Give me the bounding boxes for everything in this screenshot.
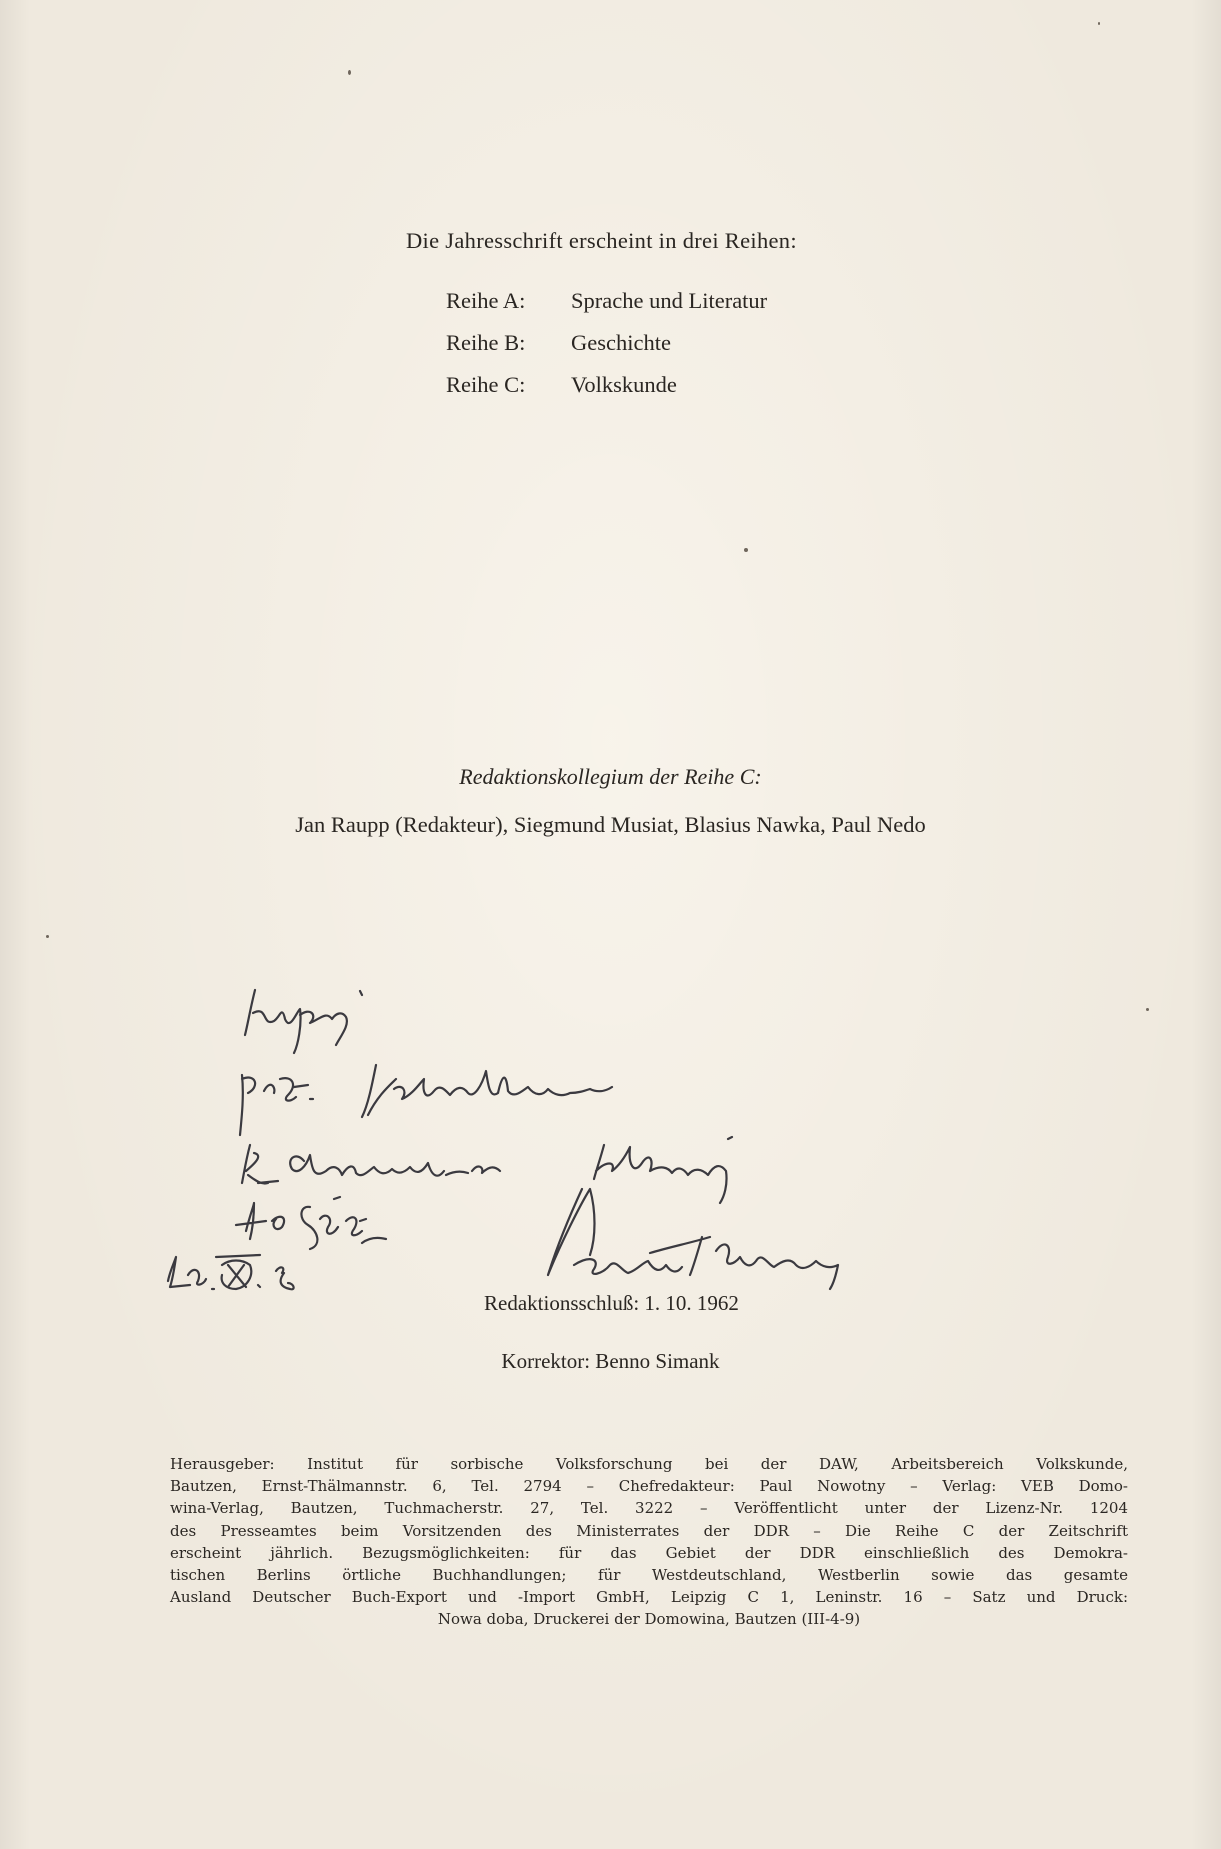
paper-speck — [744, 548, 748, 552]
series-value: Geschichte — [571, 330, 671, 355]
series-key: Reihe A: — [446, 288, 526, 313]
paper-speck — [1098, 22, 1100, 25]
series-row-c — [446, 364, 767, 406]
series-key: Reihe C: — [446, 372, 526, 397]
handwriting-signature-icon — [150, 975, 910, 1315]
imprint-line: Nowa doba, Druckerei der Domowina, Bautzen (III-4-9) — [437, 1610, 861, 1629]
handwritten-dedication — [150, 975, 910, 1315]
proofreader: Korrektor: Benno Simank — [501, 1349, 720, 1373]
paper-speck — [348, 70, 351, 75]
imprint-line: Ausland Deutscher Buch-Export und -Import GmbH, Leipzig C 1, Leninstr. 16 – Satz und Druck: — [170, 1588, 1128, 1607]
editorial-board-members: Jan Raupp (Redakteur), Siegmund Musiat, Blasius Nawka, Paul Nedo — [295, 812, 926, 837]
series-intro: Die Jahresschrift erscheint in drei Reihen: — [406, 228, 797, 253]
editorial-deadline: Redaktionsschluß: 1. 10. 1962 — [484, 1291, 739, 1315]
imprint-line: tischen Berlins örtliche Buchhandlungen; für Westdeutschland, Westberlin sowie das gesamte — [170, 1565, 1128, 1584]
editorial-board-heading: Redaktionskollegium der Reihe C: — [459, 764, 762, 789]
series-value: Volkskunde — [571, 372, 677, 397]
imprint-line: des Presseamtes beim Vorsitzenden des Ministerrates der DDR – Die Reihe C der Zeitschrift — [170, 1521, 1128, 1540]
paper-speck — [46, 935, 49, 938]
imprint-line: wina-Verlag, Bautzen, Tuchmacherstr. 27, Tel. 3222 – Veröffentlicht unter der Lizenz-Nr. 1204 — [170, 1499, 1128, 1518]
series-row-a — [446, 280, 767, 322]
series-list — [446, 280, 767, 406]
imprint-line: Bautzen, Ernst-Thälmannstr. 6, Tel. 2794 – Chefredakteur: Paul Nowotny – Verlag: VEB Domo- — [170, 1477, 1128, 1496]
series-key: Reihe B: — [446, 330, 526, 355]
imprint-block — [170, 1453, 1128, 1631]
series-row-b — [446, 322, 767, 364]
imprint-line: erscheint jährlich. Bezugsmöglichkeiten: für das Gebiet der DDR einschließlich des Demokra- — [170, 1543, 1128, 1562]
imprint-line: Herausgeber: Institut für sorbische Volksforschung bei der DAW, Arbeitsbereich Volkskunde, — [170, 1455, 1128, 1473]
series-value: Sprache und Literatur — [571, 288, 768, 313]
paper-speck — [1146, 1008, 1149, 1011]
